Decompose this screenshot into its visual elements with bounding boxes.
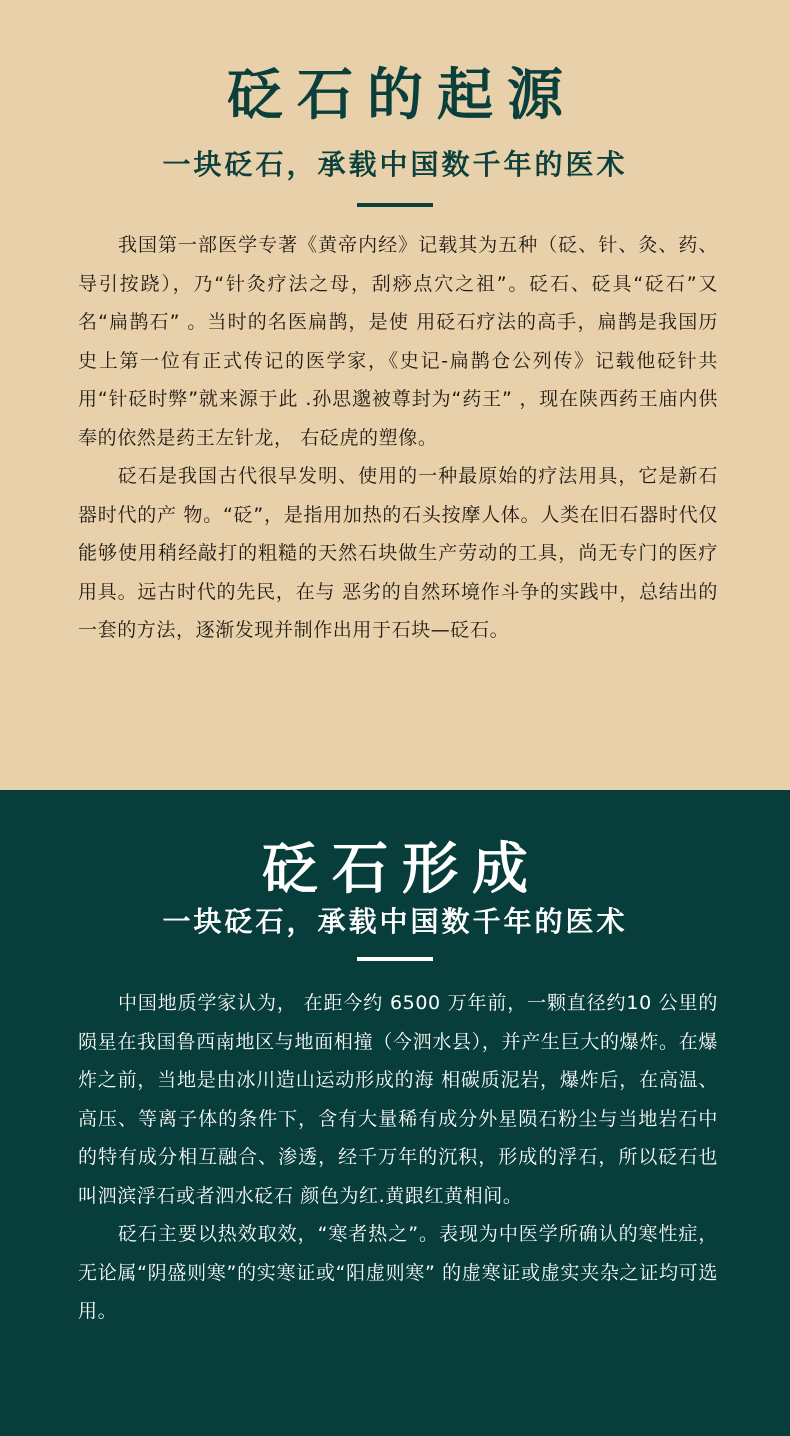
formation-subtitle: 一块砭石，承载中国数千年的医术 xyxy=(162,905,628,938)
formation-divider xyxy=(357,957,433,961)
origin-divider xyxy=(357,203,433,207)
origin-subtitle: 一块砭石，承载中国数千年的医术 xyxy=(162,148,628,181)
formation-title: 砭石形成 xyxy=(262,837,542,902)
formation-paragraph-1: 中国地质学家认为， 在距今约 6500 万年前，一颗直径约10 公里的陨星在我国鲁西南地区与地面相撞（今泗水县），并产生巨大的爆炸。在爆炸之前，当地是由冰川造山运动形成的海 相碳质泥岩，爆炸后，在高温、高压、等离子体的条件下，含有大量稀有成分外星陨石粉尘与当地岩石中的特有成分相互融合、渗透，经千万年的沉积，形成的浮石，所以砭石也叫泗滨浮石或者泗水砭石 颜色为红.黄跟红黄相间。 xyxy=(78,992,718,1207)
formation-paragraph-2: 砭石主要以热效取效，“寒者热之”。表现为中医学所确认的寒性症， 无论属“阴盛则寒”的实寒证或“阳虚则寒” 的虚寒证或虚实夹杂之证均可选用。 xyxy=(78,1223,718,1322)
formation-body xyxy=(78,984,718,1331)
formation-section xyxy=(0,790,790,1436)
origin-paragraph-1: 我国第一部医学专著《黄帝内经》记载其为五种（砭、针、灸、药、导引按跷），乃“针灸疗法之母，刮痧点穴之祖”。砭石、砭具“砭石”又名“扁鹊石” 。当时的名医扁鹊，是使 用砭石疗法的高手，扁鹊是我国历史上第一位有正式传记的医学家，《史记-扁鹊仓公列传》记载他砭针共用“针砭时弊”就来源于此 .孙思邈被尊封为“药王” ，现在陕西药王庙内供奉的依然是药王左针龙， 右砭虎的塑像。 xyxy=(78,234,718,449)
origin-body xyxy=(78,226,718,650)
origin-title: 砭石的起源 xyxy=(227,63,577,128)
origin-paragraph-2: 砭石是我国古代很早发明、使用的一种最原始的疗法用具，它是新石器时代的产 物。“砭”，是指用加热的石头按摩人体。人类在旧石器时代仅能够使用稍经敲打的粗糙的天然石块做生产劳动的工具，尚无专门的医疗用具。远古时代的先民，在与 恶劣的自然环境作斗争的实践中，总结出的一套的方法，逐渐发现并制作出用于石块—砭石。 xyxy=(78,465,718,641)
